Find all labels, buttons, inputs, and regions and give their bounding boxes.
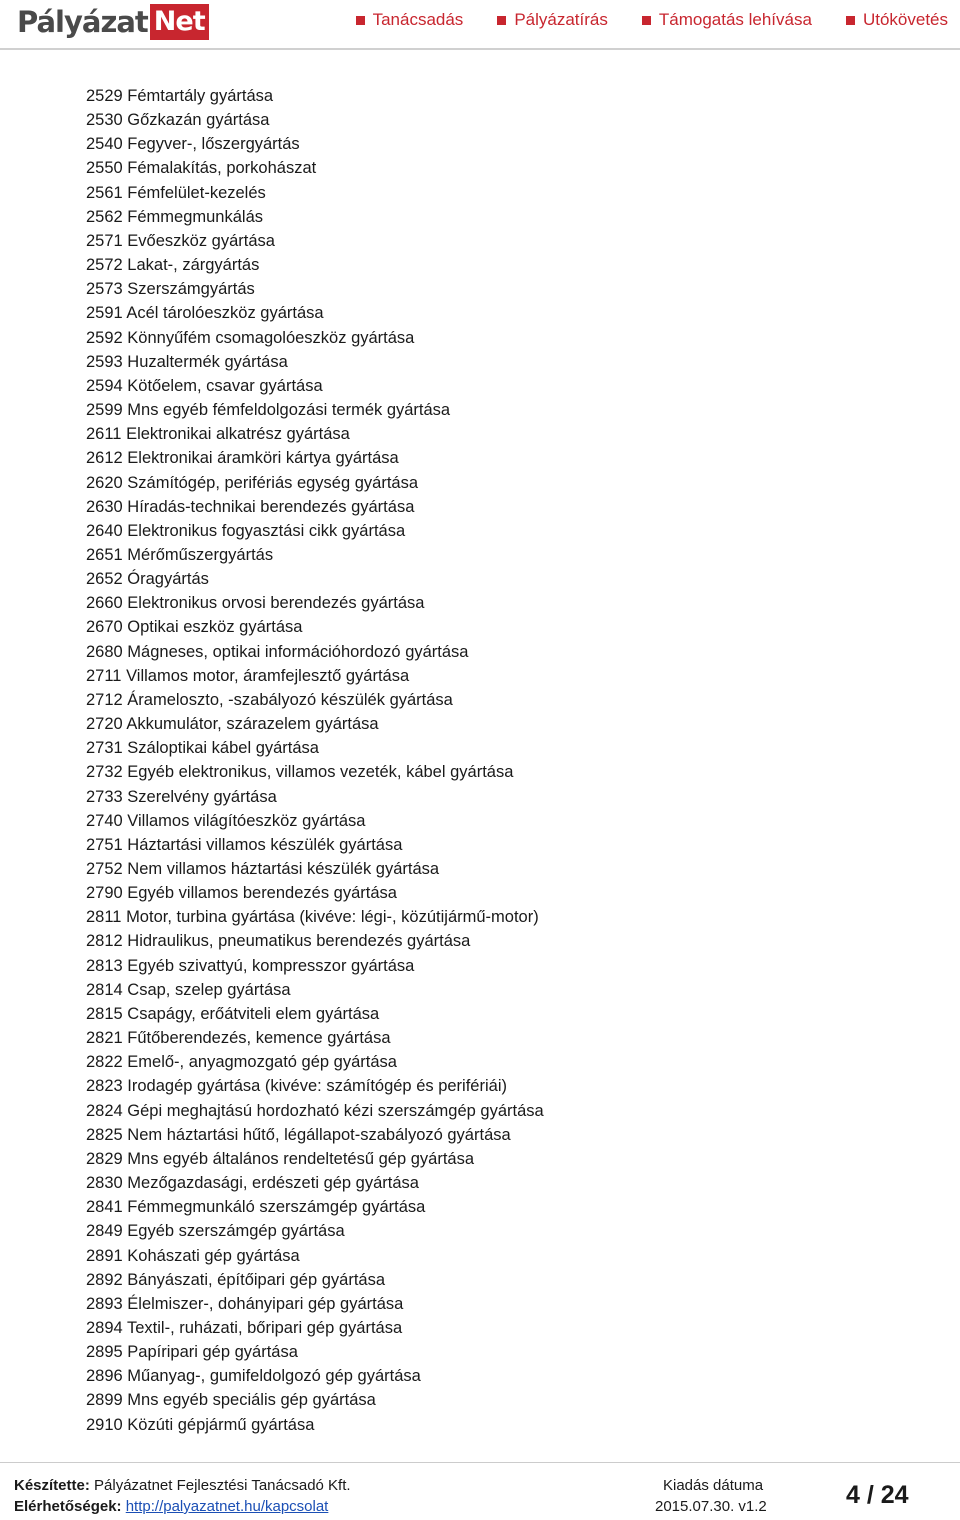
list-item: 2620 Számítógép, perifériás egység gyártása <box>86 473 419 492</box>
footer-made-by <box>14 1475 351 1496</box>
list-item: 2814 Csap, szelep gyártása <box>86 980 291 999</box>
list-item: 2571 Evőeszköz gyártása <box>86 231 275 250</box>
list-item: 2824 Gépi meghajtású hordozható kézi szerszámgép gyártása <box>86 1101 544 1120</box>
list-item: 2790 Egyéb villamos berendezés gyártása <box>86 884 397 903</box>
list-item: 2529 Fémtartály gyártása <box>86 87 274 105</box>
issue-date-value: 2015.07.30. v1.2 <box>655 1498 767 1515</box>
list-item: 2550 Fémalakítás, porkohászat <box>86 159 317 178</box>
list-item: 2640 Elektronikus fogyasztási cikk gyártása <box>86 521 406 540</box>
made-by-label: Készítette: <box>14 1477 90 1494</box>
square-bullet-icon <box>497 16 506 25</box>
footer-contact <box>14 1496 351 1517</box>
list-item: 2651 Mérőműszergyártás <box>86 545 274 564</box>
square-bullet-icon <box>642 16 651 25</box>
list-item: 2899 Mns egyéb speciális gép gyártása <box>86 1391 376 1410</box>
list-item: 2593 Huzaltermék gyártása <box>86 352 288 371</box>
list-item: 2822 Emelő-, anyagmozgató gép gyártása <box>86 1053 397 1072</box>
list-item: 2829 Mns egyéb általános rendeltetésű gép gyártása <box>86 1149 475 1168</box>
list-item: 2561 Fémfelület-kezelés <box>86 183 266 202</box>
list-item: 2811 Motor, turbina gyártása (kivéve: légi-, közútijármű-motor) <box>86 908 539 927</box>
list-item: 2910 Közúti gépjármű gyártása <box>86 1415 315 1434</box>
list-item: 2630 Híradás-technikai berendezés gyártása <box>86 497 415 516</box>
list-item: 2711 Villamos motor, áramfejlesztő gyártása <box>86 666 410 685</box>
list-item: 2825 Nem háztartási hűtő, légállapot-szabályozó gyártása <box>86 1125 511 1144</box>
contact-colon: : <box>116 1498 122 1515</box>
list-item: 2812 Hidraulikus, pneumatikus berendezés gyártása <box>86 932 471 951</box>
list-item: 2660 Elektronikus orvosi berendezés gyártása <box>86 594 425 613</box>
nav-item-label: Tanácsadás <box>372 10 464 29</box>
list-item: 2670 Optikai eszköz gyártása <box>86 618 303 637</box>
list-item: 2894 Textil-, ruházati, bőripari gép gyártása <box>86 1318 403 1337</box>
list-item: 2896 Műanyag-, gumifeldolgozó gép gyártása <box>86 1367 421 1386</box>
made-by-value: Pályázatnet Fejlesztési Tanácsadó Kft. <box>94 1477 351 1494</box>
list-item: 2599 Mns egyéb fémfeldolgozási termék gyártása <box>86 401 451 420</box>
list-item: 2530 Gőzkazán gyártása <box>86 111 270 130</box>
nav-item-label: Támogatás lehívása <box>658 10 812 29</box>
list-item: 2731 Száloptikai kábel gyártása <box>86 739 319 758</box>
list-item: 2821 Fűtőberendezés, kemence gyártása <box>86 1029 391 1048</box>
list-item: 2592 Könnyűfém csomagolóeszköz gyártása <box>86 328 415 347</box>
issue-date-label: Kiadás dátuma <box>663 1477 764 1494</box>
square-bullet-icon <box>846 16 855 25</box>
teaor-code-list <box>86 84 544 1437</box>
list-item: 2720 Akkumulátor, szárazelem gyártása <box>86 715 379 734</box>
list-item: 2732 Egyéb elektronikus, villamos vezeték, kábel gyártása <box>86 763 514 782</box>
palyazatnet-logo[interactable] <box>17 2 209 42</box>
logo-text-palyazat: Pályázat <box>17 5 148 39</box>
list-item: 2540 Fegyver-, lőszergyártás <box>86 135 300 154</box>
list-item: 2594 Kötőelem, csavar gyártása <box>86 376 323 395</box>
page-number: 4 / 24 <box>846 1481 909 1509</box>
footer-contact-block <box>14 1475 351 1517</box>
page-footer <box>0 1462 960 1520</box>
list-item: 2751 Háztartási villamos készülék gyártása <box>86 835 403 854</box>
nav-item-label: Pályázatírás <box>514 10 608 29</box>
list-item: 2830 Mezőgazdasági, erdészeti gép gyártása <box>86 1174 419 1193</box>
list-item: 2572 Lakat-, zárgyártás <box>86 256 260 275</box>
list-item: 2891 Kohászati gép gyártása <box>86 1246 300 1265</box>
list-item: 2893 Élelmiszer-, dohányipari gép gyártása <box>86 1294 404 1313</box>
list-item: 2680 Mágneses, optikai információhordozó gyártása <box>86 642 469 661</box>
list-item: 2892 Bányászati, építőipari gép gyártása <box>86 1270 386 1289</box>
nav-item-utokovetes[interactable] <box>846 10 948 30</box>
site-header <box>0 0 960 50</box>
list-item: 2823 Irodagép gyártása (kivéve: számítógép és perifériái) <box>86 1077 507 1096</box>
nav-item-tamogatas-lehivasa[interactable] <box>642 10 812 30</box>
list-item: 2712 Árameloszto, -szabályozó készülék gyártása <box>86 690 453 709</box>
list-item: 2752 Nem villamos háztartási készülék gyártása <box>86 860 440 878</box>
contact-link[interactable]: http://palyazatnet.hu/kapcsolat <box>125 1498 329 1515</box>
nav-item-label: Utókövetés <box>862 10 948 29</box>
contact-label: Elérhetőségek <box>14 1498 117 1515</box>
square-bullet-icon <box>356 16 365 25</box>
nav-item-palyazatiras[interactable] <box>497 10 608 30</box>
list-item: 2733 Szerelvény gyártása <box>86 787 277 806</box>
list-item: 2740 Villamos világítóeszköz gyártása <box>86 811 366 830</box>
list-item: 2652 Óragyártás <box>86 570 209 589</box>
main-nav <box>356 10 948 30</box>
logo-text-net: Net <box>150 4 209 40</box>
list-item: 2562 Fémmegmunkálás <box>86 207 264 226</box>
list-item: 2849 Egyéb szerszámgép gyártása <box>86 1222 345 1241</box>
list-item: 2895 Papíripari gép gyártása <box>86 1343 298 1362</box>
footer-issue-block <box>655 1475 767 1517</box>
list-item: 2612 Elektronikai áramköri kártya gyártása <box>86 449 399 468</box>
list-item: 2573 Szerszámgyártás <box>86 280 255 299</box>
list-item: 2813 Egyéb szivattyú, kompresszor gyártása <box>86 956 415 975</box>
list-item: 2591 Acél tárolóeszköz gyártása <box>86 304 324 323</box>
nav-item-tanacsadas[interactable] <box>356 10 464 30</box>
list-item: 2611 Elektronikai alkatrész gyártása <box>86 425 350 444</box>
list-item: 2841 Fémmegmunkáló szerszámgép gyártása <box>86 1198 426 1217</box>
list-item: 2815 Csapágy, erőátviteli elem gyártása <box>86 1004 380 1023</box>
